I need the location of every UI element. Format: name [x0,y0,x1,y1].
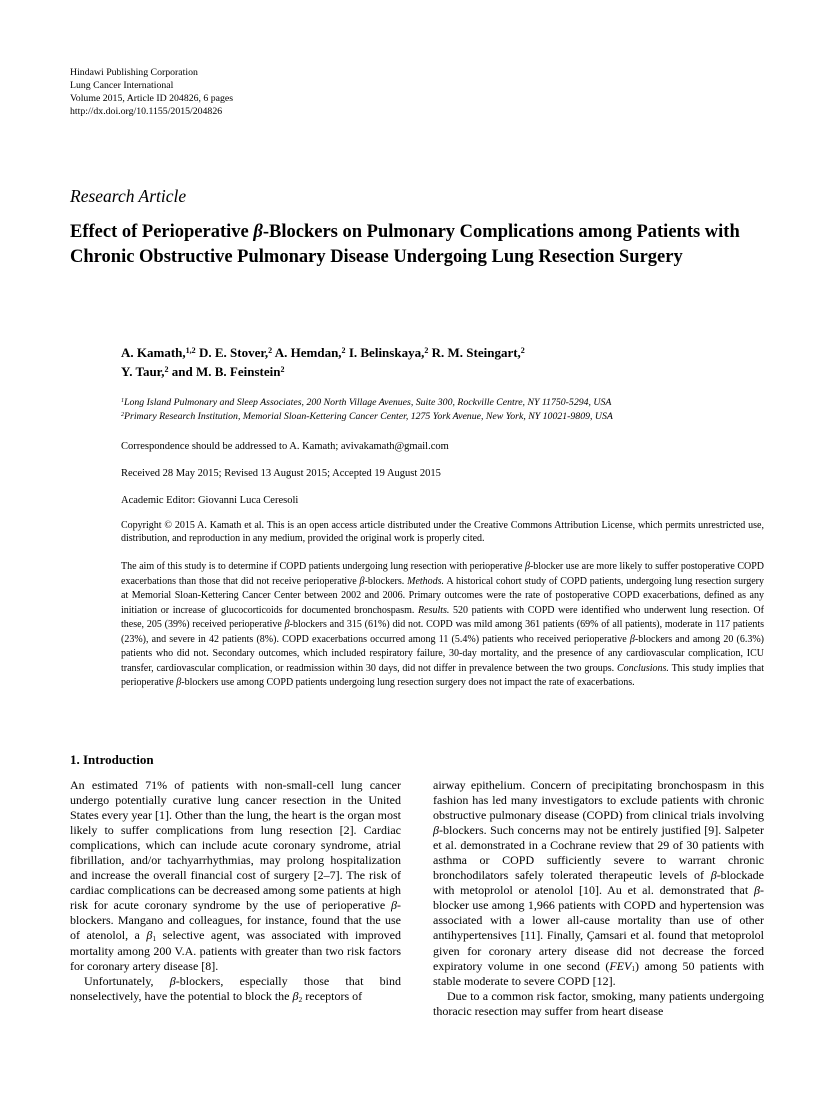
text-segment: β [433,823,439,838]
text-segment: A. Kamath, [121,345,186,360]
article-history-line: Received 28 May 2015; Revised 13 August 2015; Accepted 19 August 2015 [121,468,441,479]
body-left-column [70,778,401,1019]
text-segment: ) among 50 patients with stable moderate to severe COPD [12]. [433,958,764,988]
text-segment: airway epithelium. Concern of precipitating bronchospasm in this fashion has led many investigators to exclude patients with chronic obstructive pulmonary disease (COPD) from clinical trials involving [433,778,764,823]
affiliations [121,396,613,424]
text-segment: Long Island Pulmonary and Sleep Associates, 200 North Village Avenues, Suite 300, Rockville Centre, NY 11750-5294, USA [124,397,612,408]
text-segment: Unfortunately, [84,973,170,988]
text-segment: β [524,561,530,572]
text-segment: -blockers. Mangano and colleagues, for instance, found that the use of atenolol, a [70,898,401,943]
text-segment: selective agent, was associated with improved mortality among 200 V.A. patients with greater than two risk factors for coronary artery disease [8]. [70,928,401,973]
text-segment: 1 [121,398,125,405]
text-segment: -blockade with metoprolol or atenolol [10]. Au et al. demonstrated that [433,868,764,898]
text-segment: 2 [280,364,285,374]
text-segment: β [754,883,760,898]
text-segment: β [253,222,263,242]
authors-line-2 [121,363,525,382]
doi-url: http://dx.doi.org/10.1155/2015/204826 [70,106,223,117]
text-segment: 1 [152,934,157,944]
text-segment: This study implies that perioperative [121,662,764,688]
text-segment: -blockers, especially those that bind nonselectively, have the potential to block the [70,973,401,1003]
text-segment: Methods. [407,575,445,587]
text-segment: A historical cohort study of COPD patients, undergoing lung resection surgery at Memorial Sloan-Kettering Cancer Center between 2002 and 2006. Primary outcomes were the rate of postoperative COPD exacerbations, defined as any initiation or increase of glucocorticoids for documented bronchospasm. [121,575,764,616]
text-segment: 2 [298,994,303,1004]
article-title [70,220,770,269]
text-segment: -blockers and among 20 (6.3%) patients who did not. Secondary outcomes, which included respiratory failure, 30-day mortality, and the presence of any cardiovascular complication, ICU transfer, cardiovascular complication, or readmission within 30 days, did not differ in prevalence between the two groups. [121,633,764,674]
text-segment: 1 [631,964,636,974]
text-segment: 2 [341,346,346,356]
text-segment: β [292,988,299,1003]
text-segment: β [176,677,182,688]
journal-name: Lung Cancer International [70,80,174,91]
text-segment: Results. [418,604,450,616]
text-segment: Y. Taur, [121,363,165,379]
text-segment: Primary Research Institution, Memorial Sloan-Kettering Cancer Center, 1275 York Avenue, New York, NY 10021-9809, USA [124,410,613,422]
article-type-label: Research Article [70,186,187,206]
text-segment: β [169,973,176,988]
publisher-name: Hindawi Publishing Corporation [70,67,198,78]
affiliation-1 [121,396,613,410]
publisher-block [70,66,233,118]
paragraph [70,778,401,974]
copyright-notice: Copyright © 2015 A. Kamath et al. This is an open access article distributed under the Creative Commons Attribution License, which permits unrestricted use, distribution, and reproduction in any medium, provided the original work is properly cited. [121,520,764,545]
text-segment: 520 patients with COPD were identified who underwent lung resection. Of these, 205 (39%) received perioperative [121,604,764,630]
text-segment: 2 [121,412,125,419]
text-segment: Due to a common risk factor, smoking, many patients undergoing thoracic resection may suffer from heart disease [433,988,764,1018]
text-segment: FEV [609,958,632,973]
text-segment: -blocker use are more likely to suffer postoperative COPD exacerbations than those that did not receive perioperative [121,561,764,587]
text-segment: D. E. Stover, [195,345,269,360]
text-segment: -Blockers on Pulmonary Complications among Patients with Chronic Obstructive Pulmonary Disease Undergoing Lung Resection Surgery [70,222,740,267]
text-segment: 2 [424,346,429,356]
text-segment: -blocker use among 1,966 patients with COPD and hypertension was associated with a lower all-cause mortality than use of other antihypertensives [11]. Finally, Çamsari et al. found that metoprolol given for coronary artery disease did not decrease the forced expiratory volume in one second ( [433,883,764,973]
text-segment: The aim of this study is to determine if COPD patients undergoing lung resection with perioperative [121,561,525,572]
section-heading-introduction: 1. Introduction [70,752,154,767]
text-segment: β [629,633,635,645]
author-list [121,344,525,381]
authors-line-1 [121,344,525,363]
affiliation-2 [121,410,613,424]
paragraph [433,778,764,989]
academic-editor-line: Academic Editor: Giovanni Luca Ceresoli [121,495,299,506]
text-segment: -blockers. Such concerns may not be entirely justified [9]. Salpeter et al. demonstrated in a Cochrane review that 29 of 30 patients with asthma or COPD sufficiently severe to warrant chronic bronchodilators safely tolerated therapeutic levels of [433,823,764,883]
paragraph [70,974,401,1004]
text-segment: A. Hemdan, [272,345,342,360]
text-segment: β [391,898,397,913]
text-segment: β [359,575,365,587]
text-segment: Conclusions. [616,662,669,674]
text-segment: 2 [164,364,169,374]
text-segment: I. Belinskaya, [345,345,425,360]
text-segment: -blockers use among COPD patients undergoing lung resection surgery does not impact the rate of exacerbations. [181,677,635,688]
paragraph [433,989,764,1019]
volume-article-info: Volume 2015, Article ID 204826, 6 pages [70,93,234,104]
text-segment: -blockers. [364,575,408,587]
text-segment: 2 [268,346,273,356]
text-segment: 1,2 [185,346,196,356]
body-right-column [433,778,764,1019]
text-segment: β [284,619,290,630]
text-segment: An estimated 71% of patients with non-small-cell lung cancer undergo potentially curative lung cancer resection in the United States every year [1]. Other than the lung, the heart is the organ most likely to suffer complications from lung resection [2]. Cardiac complications, which can include acute coronary syndrome, atrial fibrillation, and/or tachyarrhythmias, may prolong hospitalization and increase the overall financial cost of surgery [2–7]. The risk of cardiac complications can be decreased among some patients at high risk for acute coronary syndrome by the use of perioperative [70,778,401,913]
text-segment: 2 [520,346,525,356]
text-segment: Effect of Perioperative [70,222,254,242]
text-segment: β [146,928,153,943]
correspondence-line: Correspondence should be addressed to A. Kamath; avivakamath@gmail.com [121,441,449,452]
two-column-body [70,778,764,1019]
text-segment: β [710,868,717,883]
text-segment: receptors of [302,988,363,1003]
text-segment: -blockers and 315 (61%) did not. COPD was mild among 361 patients (69% of all patients), moderate in 117 patients (23%), and severe in 42 patients (8%). COPD exacerbations occurred among 11 (5.4%) patients who received perioperative [121,619,764,645]
text-segment: and M. B. Feinstein [168,363,281,379]
abstract-text [121,560,764,691]
text-segment: R. M. Steingart, [428,345,521,360]
